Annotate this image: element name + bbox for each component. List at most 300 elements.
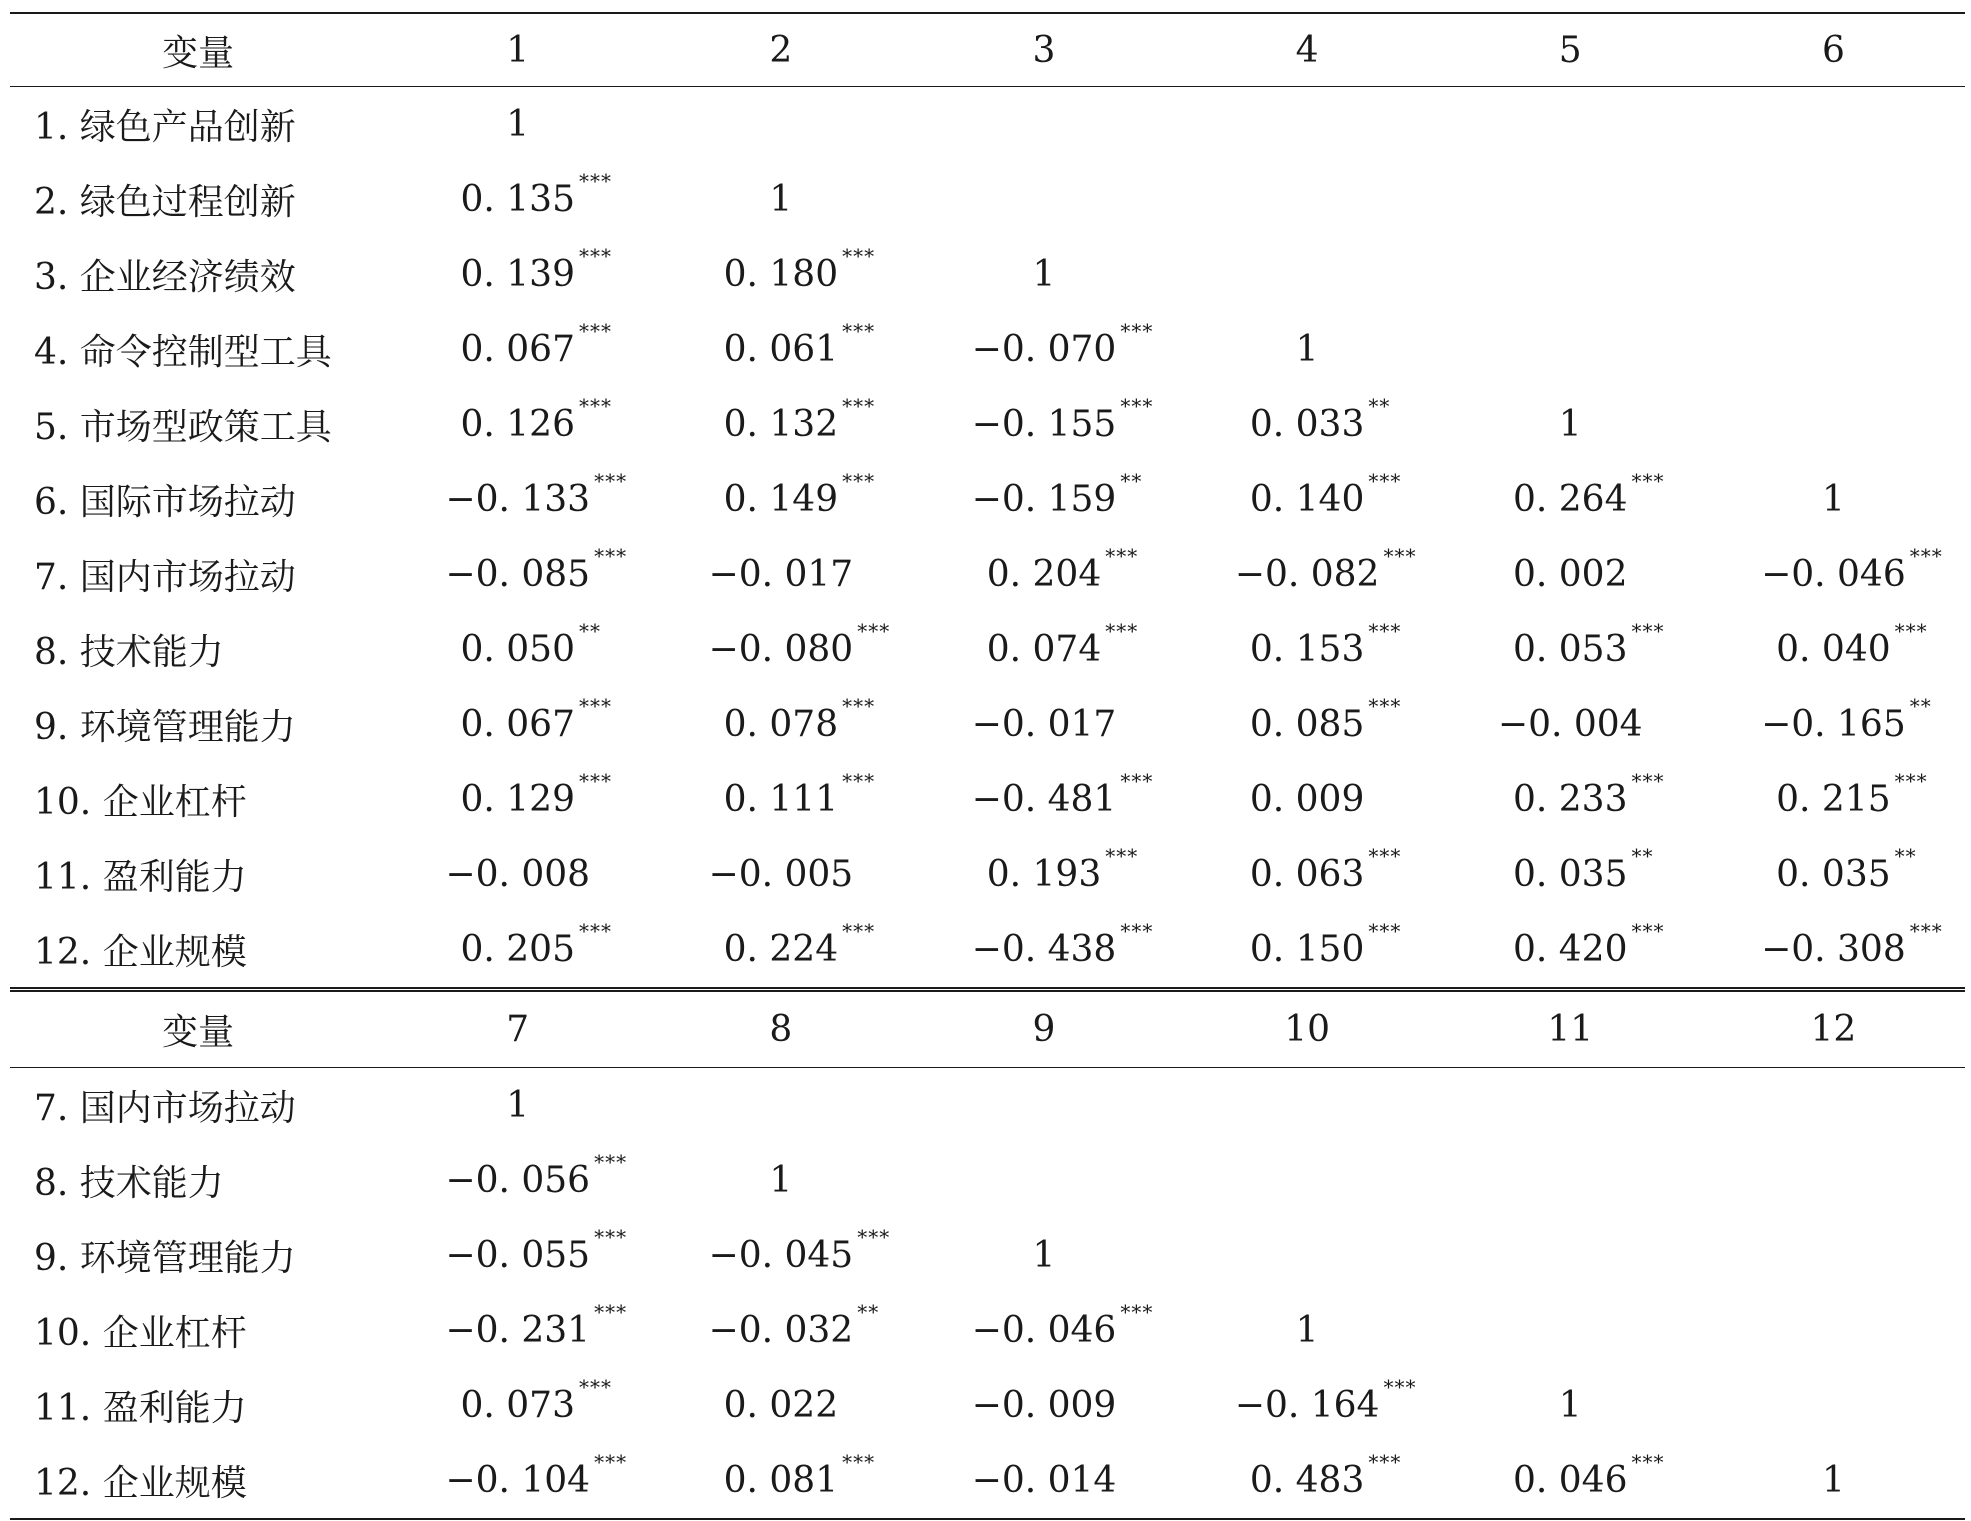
correlation-value (445, 1150, 628, 1201)
significance-stars: *** (1368, 844, 1402, 868)
correlation-value (986, 619, 1139, 670)
correlation-value (1250, 779, 1365, 820)
coefficient: −0. 085 (445, 554, 591, 595)
variable-label: 4. 命令控制型工具 (34, 332, 332, 373)
coefficient: −0. 308 (1761, 929, 1906, 970)
coefficient: 1 (506, 1085, 530, 1126)
correlation-value (445, 854, 590, 895)
correlation-cell (1702, 312, 1965, 387)
correlation-value (1761, 694, 1932, 745)
header-row (10, 13, 1965, 87)
correlation-cell (649, 762, 912, 837)
table-row (10, 1293, 1965, 1368)
correlation-cell (1176, 1293, 1439, 1368)
coefficient: −0. 231 (445, 1310, 591, 1351)
correlation-cell (1702, 837, 1965, 912)
coefficient: 0. 204 (986, 554, 1102, 595)
table-row (10, 1068, 1965, 1144)
correlation-cell (1176, 837, 1439, 912)
coefficient: −0. 070 (971, 329, 1117, 370)
correlation-value (723, 694, 876, 745)
correlation-cell (1439, 1068, 1702, 1144)
significance-stars: *** (842, 769, 876, 793)
correlation-cell (1439, 537, 1702, 612)
coefficient: −0. 005 (708, 854, 854, 895)
correlation-cell (386, 1068, 649, 1144)
correlation-cell (1176, 312, 1439, 387)
coefficient: −0. 164 (1234, 1385, 1380, 1426)
correlation-value (709, 554, 854, 595)
correlation-cell (1702, 612, 1965, 687)
correlation-cell (1702, 387, 1965, 462)
correlation-cell (1702, 1293, 1965, 1368)
correlation-cell (1439, 612, 1702, 687)
coefficient: 1 (769, 179, 793, 220)
correlation-cell (1439, 312, 1702, 387)
correlation-cell (1702, 237, 1965, 312)
correlation-cell (1702, 462, 1965, 537)
coefficient: 0. 009 (1249, 779, 1365, 820)
significance-stars: *** (1368, 694, 1402, 718)
variable-header: 变量 (10, 990, 386, 1068)
correlation-value (1776, 619, 1928, 670)
variable-label: 11. 盈利能力 (34, 1388, 247, 1429)
correlation-value (723, 769, 876, 820)
correlation-value (460, 619, 601, 670)
coefficient: 1 (1558, 1385, 1582, 1426)
correlation-cell (649, 1368, 912, 1443)
coefficient: 1 (1295, 1310, 1319, 1351)
correlation-cell (912, 762, 1175, 837)
correlation-value (1512, 619, 1665, 670)
correlation-cell (649, 612, 912, 687)
coefficient: −0. 045 (708, 1235, 854, 1276)
correlation-value (1822, 1460, 1845, 1501)
correlation-value (986, 544, 1139, 595)
coefficient: −0. 155 (971, 404, 1117, 445)
correlation-cell (1176, 912, 1439, 990)
correlation-value (723, 919, 876, 970)
correlation-cell (1702, 1068, 1965, 1144)
coefficient: 1 (506, 104, 530, 145)
correlation-cell (1439, 462, 1702, 537)
significance-stars: *** (842, 694, 876, 718)
variable-label: 6. 国际市场拉动 (34, 482, 296, 523)
coefficient: −0. 055 (445, 1235, 591, 1276)
correlation-cell (912, 912, 1175, 990)
correlation-cell (1439, 87, 1702, 163)
correlation-cell (386, 312, 649, 387)
significance-stars: *** (1909, 544, 1943, 568)
correlation-cell (912, 1368, 1175, 1443)
correlation-value (506, 104, 529, 145)
coefficient: 1 (769, 1160, 793, 1201)
coefficient: 0. 002 (1512, 554, 1628, 595)
correlation-value (445, 1225, 628, 1276)
significance-stars: *** (842, 394, 876, 418)
significance-stars: *** (579, 244, 612, 268)
variable-label: 9. 环境管理能力 (34, 707, 296, 748)
significance-stars: *** (1631, 1450, 1665, 1474)
correlation-cell (386, 537, 649, 612)
significance-stars: *** (1105, 844, 1139, 868)
column-header: 4 (1176, 13, 1439, 87)
correlation-value (709, 854, 854, 895)
correlation-cell (1439, 1143, 1702, 1218)
column-header: 8 (649, 990, 912, 1068)
coefficient: 0. 050 (460, 629, 575, 670)
table-row (10, 312, 1965, 387)
significance-stars: *** (594, 1300, 628, 1324)
coefficient: 0. 205 (460, 929, 575, 970)
significance-stars: *** (1105, 619, 1139, 643)
coefficient: 0. 233 (1512, 779, 1628, 820)
table-row (10, 837, 1965, 912)
coefficient: 0. 224 (723, 929, 839, 970)
correlation-value (1234, 544, 1417, 595)
correlation-value (1761, 919, 1943, 970)
correlation-value (1776, 769, 1928, 820)
significance-stars: *** (579, 919, 612, 943)
variable-label: 2. 绿色过程创新 (34, 182, 296, 223)
coefficient: −0. 082 (1234, 554, 1380, 595)
coefficient: 0. 022 (723, 1385, 839, 1426)
table-row (10, 462, 1965, 537)
correlation-cell (912, 162, 1175, 237)
correlation-value (1249, 469, 1402, 520)
significance-stars: *** (1120, 319, 1154, 343)
significance-stars: *** (842, 919, 876, 943)
coefficient: −0. 080 (708, 629, 854, 670)
correlation-cell (1702, 537, 1965, 612)
correlation-cell (912, 87, 1175, 163)
column-header: 6 (1702, 13, 1965, 87)
correlation-cell (1176, 1368, 1439, 1443)
significance-stars: *** (842, 1450, 876, 1474)
correlation-cell (1439, 912, 1702, 990)
variable-label: 8. 技术能力 (34, 1163, 224, 1204)
significance-stars: *** (1368, 1450, 1402, 1474)
correlation-cell (386, 237, 649, 312)
correlation-value (971, 919, 1154, 970)
correlation-value (1559, 404, 1582, 445)
significance-stars: ** (857, 1300, 880, 1324)
significance-stars: ** (1631, 844, 1654, 868)
correlation-cell (649, 537, 912, 612)
correlation-cell (912, 612, 1175, 687)
significance-stars: *** (1894, 769, 1928, 793)
variable-label: 5. 市场型政策工具 (34, 407, 332, 448)
correlation-cell (386, 1293, 649, 1368)
correlation-cell (1439, 837, 1702, 912)
correlation-value (460, 694, 612, 745)
correlation-cell (386, 387, 649, 462)
coefficient: 0. 483 (1249, 1460, 1365, 1501)
table-row (10, 1443, 1965, 1519)
table-row (10, 237, 1965, 312)
coefficient: −0. 046 (971, 1310, 1117, 1351)
significance-stars: *** (594, 1450, 628, 1474)
correlation-value (1559, 1385, 1582, 1426)
correlation-value (971, 1300, 1154, 1351)
column-header: 12 (1702, 990, 1965, 1068)
coefficient: 0. 046 (1512, 1460, 1628, 1501)
coefficient: −0. 133 (445, 479, 591, 520)
coefficient: −0. 004 (1497, 704, 1643, 745)
significance-stars: *** (1383, 544, 1417, 568)
coefficient: 0. 063 (1249, 854, 1365, 895)
correlation-value (1512, 769, 1665, 820)
correlation-value (460, 244, 612, 295)
correlation-cell (912, 687, 1175, 762)
significance-stars: *** (579, 394, 612, 418)
correlation-cell (649, 1068, 912, 1144)
correlation-value (971, 319, 1154, 370)
coefficient: 0. 126 (460, 404, 575, 445)
significance-stars: *** (842, 244, 876, 268)
table-row (10, 387, 1965, 462)
correlation-cell (386, 837, 649, 912)
correlation-cell (1176, 612, 1439, 687)
correlation-cell (912, 1218, 1175, 1293)
correlation-value (1513, 554, 1628, 595)
variable-header: 变量 (10, 13, 386, 87)
table-row (10, 687, 1965, 762)
correlation-cell (912, 387, 1175, 462)
correlation-cell (649, 162, 912, 237)
coefficient: 0. 074 (986, 629, 1102, 670)
correlation-value (1498, 704, 1643, 745)
significance-stars: *** (1894, 619, 1928, 643)
significance-stars: *** (1120, 1300, 1154, 1324)
column-header: 2 (649, 13, 912, 87)
correlation-cell (386, 762, 649, 837)
coefficient: 0. 150 (1249, 929, 1365, 970)
significance-stars: ** (1894, 844, 1917, 868)
correlation-cell (1176, 87, 1439, 163)
coefficient: 0. 149 (723, 479, 839, 520)
table-row (10, 162, 1965, 237)
correlation-value (1234, 1375, 1417, 1426)
coefficient: 0. 061 (723, 329, 839, 370)
coefficient: −0. 017 (971, 704, 1117, 745)
coefficient: 0. 085 (1249, 704, 1365, 745)
variable-label: 11. 盈利能力 (34, 857, 247, 898)
correlation-value (723, 244, 876, 295)
correlation-value (445, 1300, 628, 1351)
significance-stars: *** (842, 319, 876, 343)
correlation-value (1249, 844, 1402, 895)
significance-stars: *** (594, 469, 628, 493)
correlation-value (506, 1085, 529, 1126)
correlation-value (972, 1385, 1117, 1426)
correlation-value (460, 1375, 612, 1426)
correlation-value (460, 394, 612, 445)
correlation-cell (1439, 1293, 1702, 1368)
correlation-cell (649, 87, 912, 163)
coefficient: 1 (1821, 479, 1845, 520)
coefficient: 0. 067 (460, 329, 575, 370)
correlation-value (1296, 329, 1319, 370)
correlation-value (723, 319, 876, 370)
correlation-cell (912, 1293, 1175, 1368)
correlation-cell (386, 687, 649, 762)
variable-label: 10. 企业杠杆 (34, 1313, 247, 1354)
correlation-cell (386, 162, 649, 237)
variable-label: 12. 企业规模 (10, 1443, 386, 1519)
column-header: 1 (386, 13, 649, 87)
correlation-value (460, 919, 612, 970)
coefficient: 0. 073 (460, 1385, 575, 1426)
table-row (10, 912, 1965, 990)
significance-stars: ** (1120, 469, 1143, 493)
correlation-cell (1702, 87, 1965, 163)
correlation-cell (1176, 762, 1439, 837)
correlation-cell (1176, 1068, 1439, 1144)
column-header: 10 (1176, 990, 1439, 1068)
correlation-cell (1176, 387, 1439, 462)
correlation-cell (912, 237, 1175, 312)
correlation-cell (1702, 687, 1965, 762)
table-row (10, 762, 1965, 837)
significance-stars: *** (1120, 919, 1154, 943)
significance-stars: *** (1631, 769, 1665, 793)
correlation-cell (386, 612, 649, 687)
coefficient: 0. 053 (1512, 629, 1628, 670)
significance-stars: *** (579, 694, 612, 718)
correlation-value (1761, 544, 1943, 595)
significance-stars: *** (594, 1225, 628, 1249)
table-row (10, 612, 1965, 687)
table-row (10, 1368, 1965, 1443)
correlation-cell (649, 837, 912, 912)
table-row (10, 1218, 1965, 1293)
coefficient: −0. 159 (971, 479, 1117, 520)
significance-stars: *** (857, 1225, 891, 1249)
coefficient: 1 (1558, 404, 1582, 445)
correlation-cell (1439, 1443, 1702, 1519)
coefficient: 0. 264 (1512, 479, 1628, 520)
coefficient: 0. 081 (723, 1460, 839, 1501)
correlation-cell (1176, 1143, 1439, 1218)
significance-stars: ** (1368, 394, 1391, 418)
correlation-value (972, 704, 1117, 745)
coefficient: −0. 438 (971, 929, 1117, 970)
correlation-cell (1702, 162, 1965, 237)
correlation-value (1512, 469, 1665, 520)
coefficient: 0. 139 (460, 254, 575, 295)
correlation-table (10, 12, 1965, 1520)
correlation-cell (1702, 762, 1965, 837)
correlation-cell (1176, 687, 1439, 762)
variable-label: 3. 企业经济绩效 (34, 257, 296, 298)
significance-stars: *** (1120, 394, 1154, 418)
significance-stars: *** (579, 1375, 612, 1399)
correlation-cell (912, 1443, 1175, 1519)
correlation-cell (1702, 1368, 1965, 1443)
significance-stars: *** (1909, 919, 1943, 943)
correlation-cell (1439, 162, 1702, 237)
coefficient: 0. 180 (723, 254, 839, 295)
correlation-value (723, 469, 876, 520)
correlation-value (1822, 479, 1845, 520)
correlation-cell (386, 87, 649, 163)
significance-stars: ** (579, 619, 601, 643)
correlation-value (460, 319, 612, 370)
correlation-value (460, 169, 612, 220)
coefficient: 0. 135 (460, 179, 575, 220)
variable-label: 12. 企业规模 (10, 912, 386, 990)
coefficient: −0. 104 (445, 1460, 591, 1501)
coefficient: 0. 129 (460, 779, 575, 820)
variable-label: 9. 环境管理能力 (34, 1238, 296, 1279)
coefficient: 0. 111 (723, 779, 839, 820)
variable-label: 8. 技术能力 (34, 632, 224, 673)
correlation-value (1249, 619, 1402, 670)
variable-label: 1. 绿色产品创新 (34, 107, 296, 148)
coefficient: 0. 035 (1512, 854, 1628, 895)
coefficient: 0. 040 (1776, 629, 1891, 670)
significance-stars: *** (1120, 769, 1154, 793)
coefficient: 1 (1295, 329, 1319, 370)
coefficient: 0. 078 (723, 704, 839, 745)
correlation-cell (1176, 162, 1439, 237)
correlation-cell (386, 1143, 649, 1218)
coefficient: −0. 165 (1761, 704, 1906, 745)
correlation-cell (912, 837, 1175, 912)
significance-stars: *** (1368, 469, 1402, 493)
correlation-value (1033, 254, 1056, 295)
correlation-cell (1176, 237, 1439, 312)
correlation-value (1249, 394, 1391, 445)
table-row (10, 537, 1965, 612)
correlation-cell (912, 312, 1175, 387)
correlation-value (971, 769, 1154, 820)
coefficient: 0. 132 (723, 404, 839, 445)
correlation-value (1033, 1235, 1056, 1276)
correlation-cell (649, 1218, 912, 1293)
correlation-value (445, 469, 628, 520)
correlation-value (986, 844, 1139, 895)
correlation-value (769, 179, 792, 220)
correlation-cell (649, 237, 912, 312)
correlation-value (708, 1300, 880, 1351)
table-row (10, 1143, 1965, 1218)
correlation-cell (649, 462, 912, 537)
coefficient: 0. 140 (1249, 479, 1365, 520)
significance-stars: *** (1368, 919, 1402, 943)
correlation-value (1296, 1310, 1319, 1351)
significance-stars: *** (842, 469, 876, 493)
correlation-cell (1176, 1218, 1439, 1293)
correlation-value (1249, 1450, 1402, 1501)
table-row (10, 87, 1965, 163)
coefficient: −0. 008 (445, 854, 591, 895)
correlation-cell (386, 1443, 649, 1519)
coefficient: 1 (1821, 1460, 1845, 1501)
correlation-value (972, 1460, 1117, 1501)
variable-label: 7. 国内市场拉动 (34, 1088, 296, 1129)
correlation-value (1249, 919, 1402, 970)
significance-stars: ** (1909, 694, 1932, 718)
correlation-value (971, 394, 1154, 445)
significance-stars: *** (1105, 544, 1139, 568)
coefficient: −0. 032 (708, 1310, 854, 1351)
correlation-cell (649, 1143, 912, 1218)
correlation-cell (386, 912, 649, 990)
significance-stars: *** (579, 169, 612, 193)
correlation-value (1512, 1450, 1665, 1501)
